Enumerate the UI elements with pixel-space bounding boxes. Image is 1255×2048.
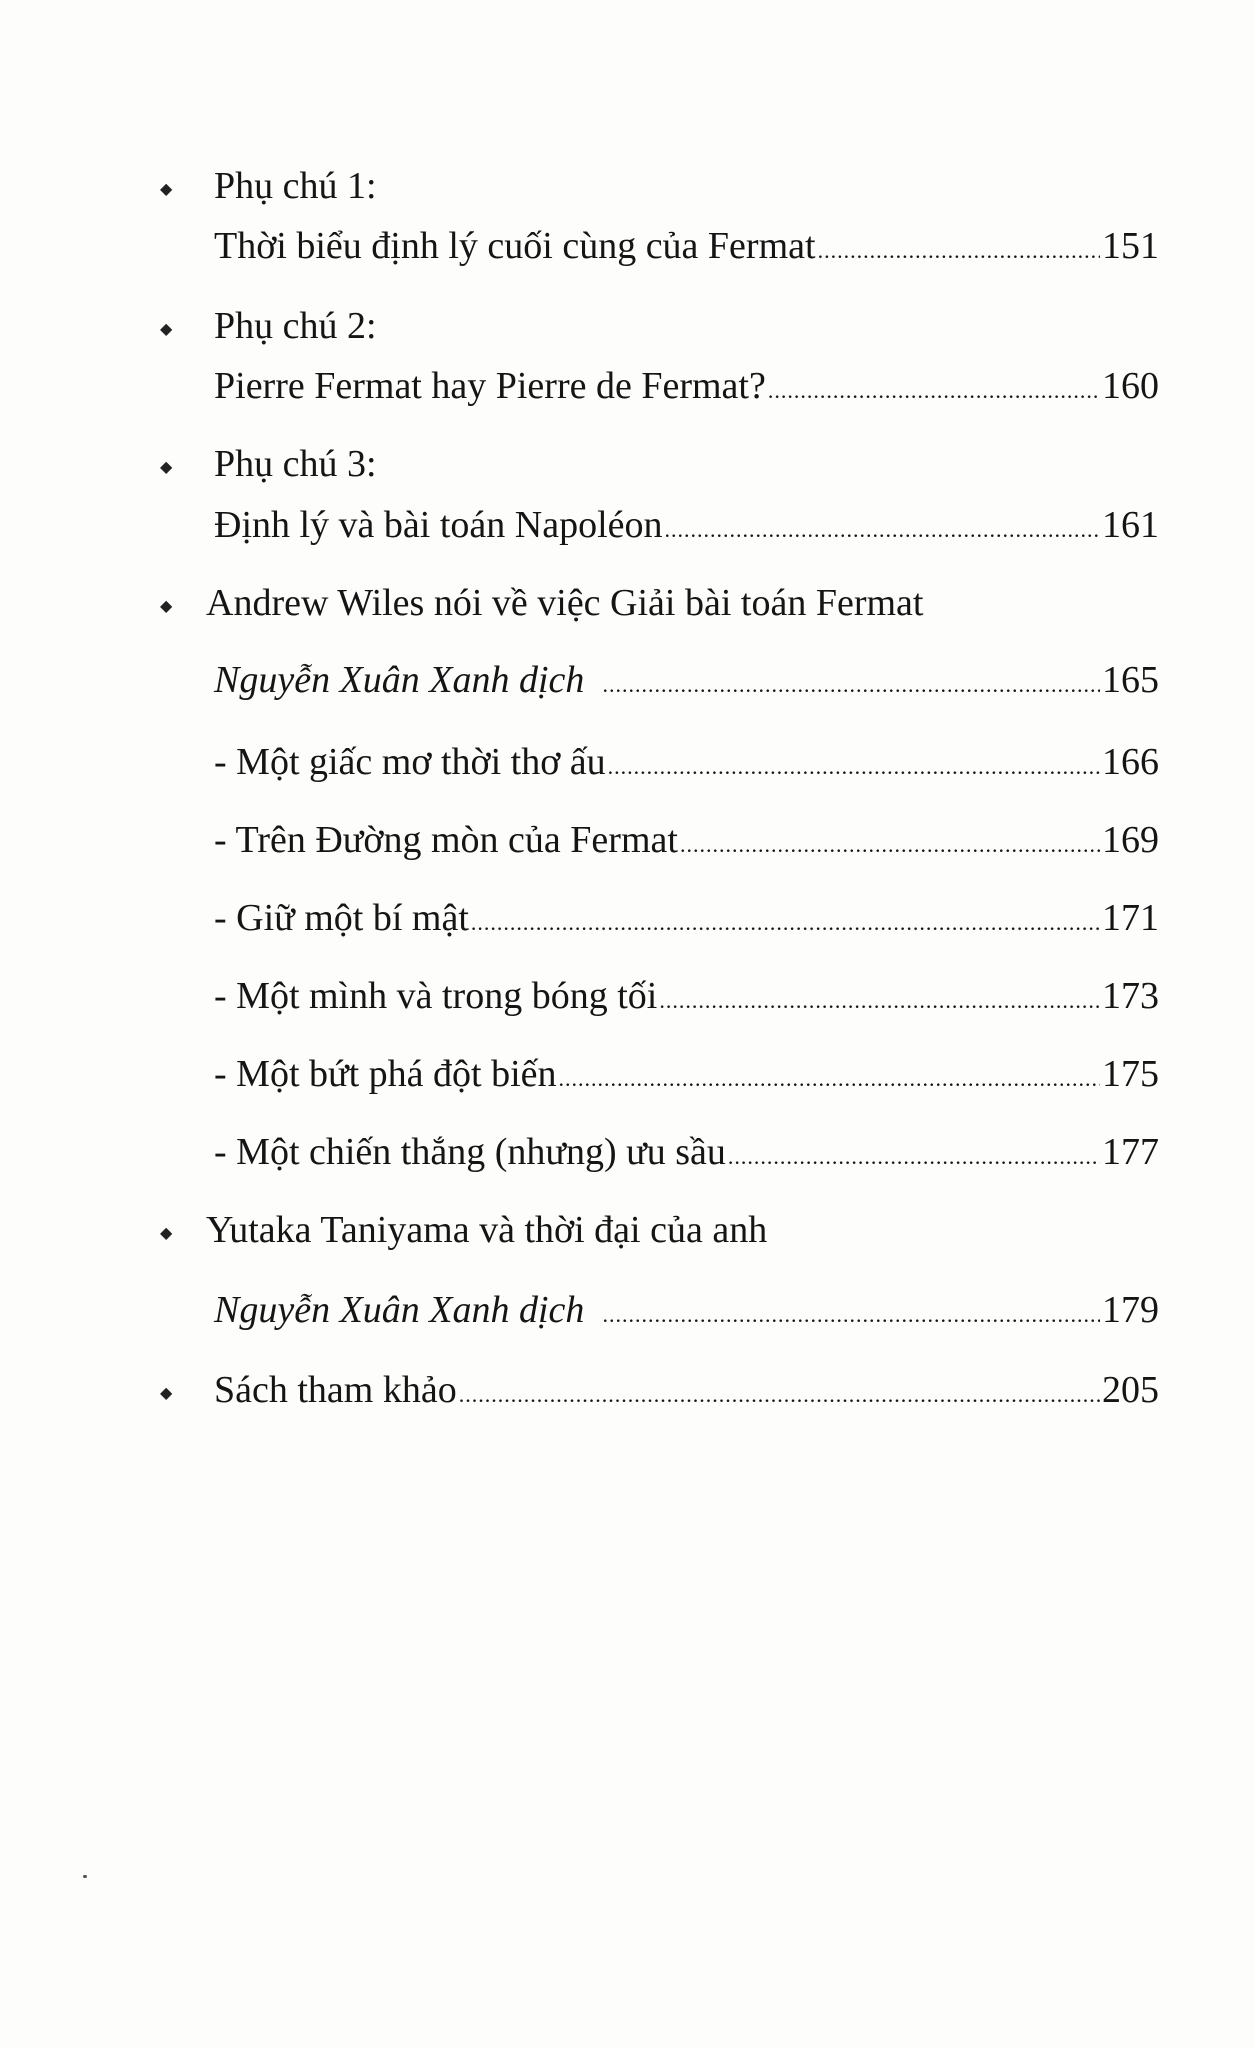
diamond-bullet-icon: ◆: [160, 1385, 173, 1402]
toc-page-number: 205: [1102, 1369, 1159, 1411]
toc-page-number: 165: [1102, 659, 1159, 701]
toc-page-number: 161: [1102, 504, 1159, 546]
diamond-bullet-icon: ◆: [160, 598, 173, 615]
toc-subentry: [160, 970, 1159, 1022]
dot-leader: [680, 819, 1100, 871]
toc-page-number: 179: [1102, 1289, 1159, 1331]
toc-entry-title: Phụ chú 2:: [214, 305, 377, 347]
dot-leader: [728, 1131, 1100, 1183]
toc-heading-andrew-wiles: [160, 577, 1151, 629]
toc-subentry: [160, 736, 1159, 788]
toc-subentry: [160, 1126, 1159, 1178]
toc-entry-title: - Một chiến thắng (nhưng) ưu sầu: [214, 1131, 726, 1173]
toc-entry-title: - Một bứt phá đột biến: [214, 1053, 557, 1095]
toc-entry-title: - Giữ một bí mật: [214, 897, 469, 939]
dot-leader: [818, 225, 1100, 277]
dot-leader: [768, 365, 1100, 417]
toc-page-number: 175: [1102, 1053, 1159, 1095]
dot-leader: [471, 897, 1100, 949]
toc-page-number: 151: [1102, 225, 1159, 267]
toc-entry-title: - Một mình và trong bóng tối: [214, 975, 658, 1017]
dot-leader: [608, 741, 1100, 793]
dot-leader: [559, 1053, 1100, 1105]
toc-heading-appendix-1: [160, 160, 1159, 212]
toc-subentry: [160, 1048, 1159, 1100]
toc-page-number: 177: [1102, 1131, 1159, 1173]
toc-entry-title: Pierre Fermat hay Pierre de Fermat?: [214, 365, 766, 407]
toc-heading-taniyama: [160, 1204, 1151, 1256]
scan-speck: [83, 1875, 87, 1878]
dot-leader: [665, 504, 1100, 556]
dot-leader: [602, 1289, 1100, 1341]
toc-translator: Nguyễn Xuân Xanh dịch: [214, 659, 585, 701]
toc-entry: [160, 499, 1159, 551]
toc-entry-title: Sách tham khảo: [214, 1369, 457, 1411]
dot-leader: [459, 1369, 1100, 1421]
toc-entry-title: Định lý và bài toán Napoléon: [214, 504, 663, 546]
toc-heading-appendix-2: [160, 300, 1159, 352]
diamond-bullet-icon: ◆: [160, 321, 173, 338]
toc-page-number: 169: [1102, 819, 1159, 861]
toc-subentry: [160, 814, 1159, 866]
toc-page-number: 173: [1102, 975, 1159, 1017]
toc-page-number: 160: [1102, 365, 1159, 407]
toc-entry: [160, 1284, 1159, 1336]
toc-entry: [160, 220, 1159, 272]
dot-leader: [602, 659, 1100, 711]
toc-page-number: 171: [1102, 897, 1159, 939]
toc-subentry: [160, 892, 1159, 944]
toc-entry: [160, 654, 1159, 706]
diamond-bullet-icon: ◆: [160, 1225, 173, 1242]
toc-entry-title: Thời biểu định lý cuối cùng của Fermat: [214, 225, 816, 267]
toc-page-number: 166: [1102, 741, 1159, 783]
toc-heading-appendix-3: [160, 438, 1159, 490]
toc-entry-title: Yutaka Taniyama và thời đại của anh: [206, 1209, 768, 1251]
toc-entry-references: [160, 1364, 1159, 1416]
dot-leader: [659, 975, 1100, 1027]
toc-entry-title: Phụ chú 1:: [214, 165, 377, 207]
toc-translator: Nguyễn Xuân Xanh dịch: [214, 1289, 585, 1331]
toc-entry-title: Andrew Wiles nói về việc Giải bài toán Fermat: [206, 582, 924, 624]
toc-entry-title: Phụ chú 3:: [214, 443, 377, 485]
diamond-bullet-icon: ◆: [160, 181, 173, 198]
toc-entry: [160, 360, 1159, 412]
toc-entry-title: - Trên Đường mòn của Fermat: [214, 819, 678, 861]
toc-entry-title: - Một giấc mơ thời thơ ấu: [214, 741, 606, 783]
diamond-bullet-icon: ◆: [160, 459, 173, 476]
